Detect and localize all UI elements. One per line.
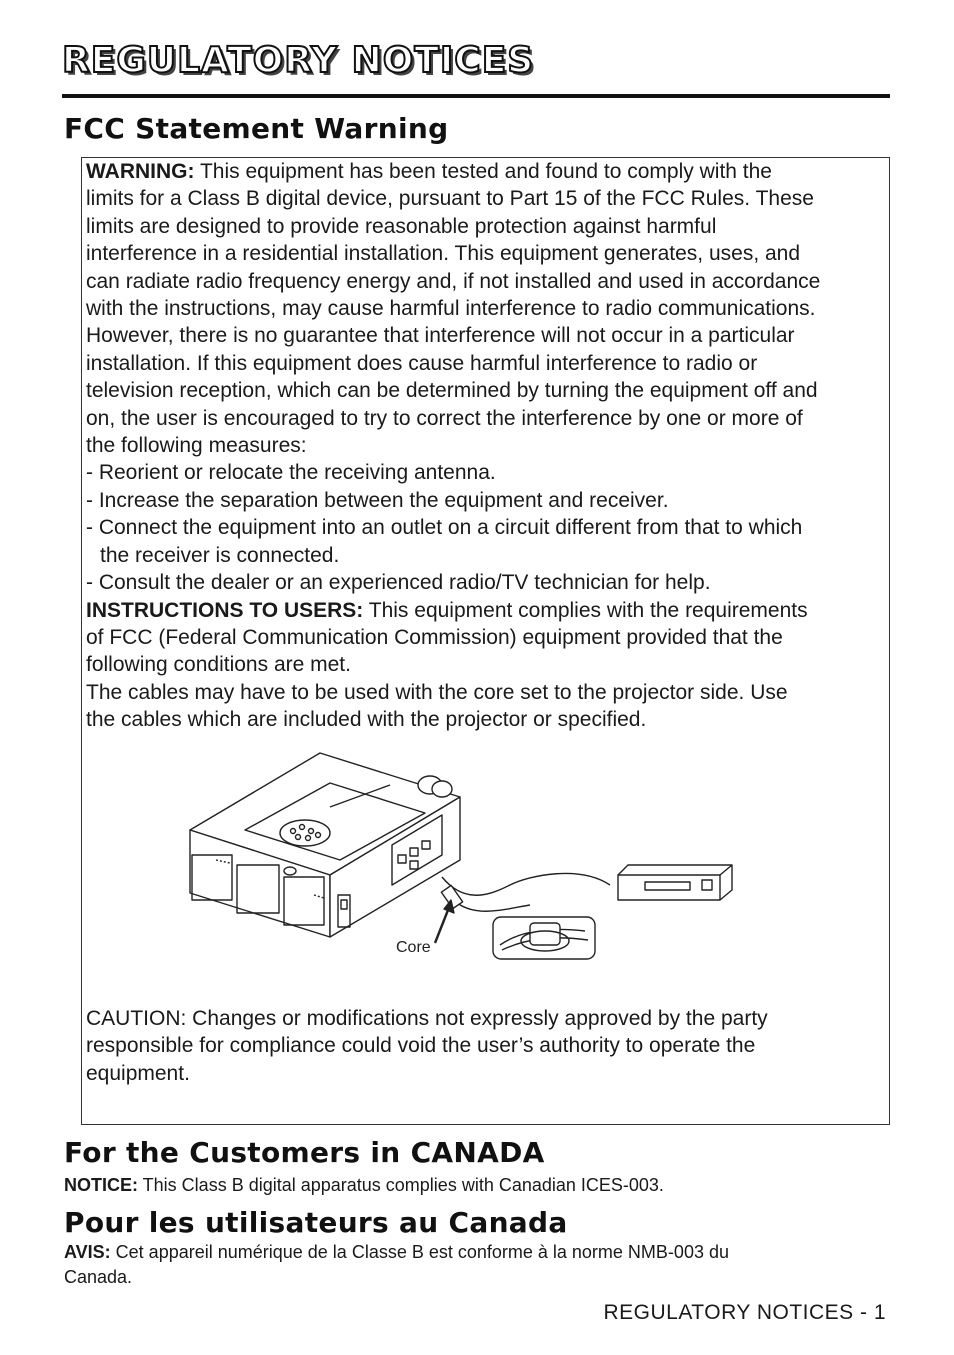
instructions-line: following conditions are met.: [86, 653, 351, 677]
warning-line: can radiate radio frequency energy and, if not installed and used in accordance: [86, 269, 821, 293]
page-footer: REGULATORY NOTICES - 1: [603, 1301, 886, 1324]
warning-paragraph: [86, 158, 820, 734]
fcc-heading: FCC Statement Warning: [64, 112, 449, 145]
cables-line: the cables which are included with the projector or specified.: [86, 708, 647, 732]
warning-line: However, there is no guarantee that interference will not occur in a particular: [86, 324, 795, 348]
instructions-line: of FCC (Federal Communication Commission) equipment provided that the: [86, 625, 783, 649]
measure-item: - Consult the dealer or an experienced radio/TV technician for help.: [86, 571, 711, 595]
canada-fr-heading: Pour les utilisateurs au Canada: [64, 1206, 568, 1239]
title-rule: [62, 94, 890, 98]
canada-heading: For the Customers in CANADA: [64, 1136, 545, 1169]
canada-notice: NOTICE: This Class B digital apparatus complies with Canadian ICES-003.: [64, 1175, 664, 1195]
avis-label: AVIS:: [64, 1242, 111, 1262]
warning-line: installation. If this equipment does cause harmful interference to radio or: [86, 351, 758, 375]
warning-line: limits are designed to provide reasonable protection against harmful: [86, 214, 717, 238]
measure-item-continued: the receiver is connected.: [100, 543, 340, 567]
canada-fr-avis: AVIS: Cet appareil numérique de la Classe B est conforme à la norme NMB-003 du Canada.: [64, 1242, 729, 1287]
warning-line: television reception, which can be determined by turning the equipment off and: [86, 379, 818, 403]
measure-item: - Connect the equipment into an outlet on a circuit different from that to which: [86, 516, 803, 540]
caution-line: responsible for compliance could void the user’s authority to operate the: [86, 1034, 756, 1058]
warning-line: the following measures:: [86, 434, 307, 458]
warning-line: on, the user is encouraged to try to correct the interference by one or more of: [86, 406, 803, 430]
measure-item: - Increase the separation between the equipment and receiver.: [86, 488, 669, 512]
measure-item: - Reorient or relocate the receiving antenna.: [86, 461, 496, 485]
caution-line: equipment.: [86, 1061, 190, 1085]
instructions-label: INSTRUCTIONS TO USERS:: [86, 598, 364, 622]
caution-paragraph: [86, 1005, 768, 1087]
warning-line: interference in a residential installation. This equipment generates, uses, and: [86, 242, 801, 266]
cables-line: The cables may have to be used with the core set to the projector side. Use: [86, 680, 788, 704]
core-label: Core: [396, 939, 431, 956]
warning-line: WARNING: This equipment has been tested and found to comply with the: [86, 160, 772, 183]
notice-label: NOTICE:: [64, 1175, 138, 1195]
warning-label: WARNING:: [86, 160, 195, 183]
warning-line: limits for a Class B digital device, pursuant to Part 15 of the FCC Rules. These: [86, 187, 814, 211]
instructions-line: INSTRUCTIONS TO USERS: This equipment complies with the requirements: [86, 598, 808, 622]
warning-line: with the instructions, may cause harmful interference to radio communications.: [86, 297, 816, 321]
page-title: REGULATORY NOTICES: [62, 40, 535, 81]
caution-line: CAUTION: Changes or modifications not expressly approved by the party: [86, 1007, 768, 1030]
projector-core-illustration: [180, 745, 740, 970]
